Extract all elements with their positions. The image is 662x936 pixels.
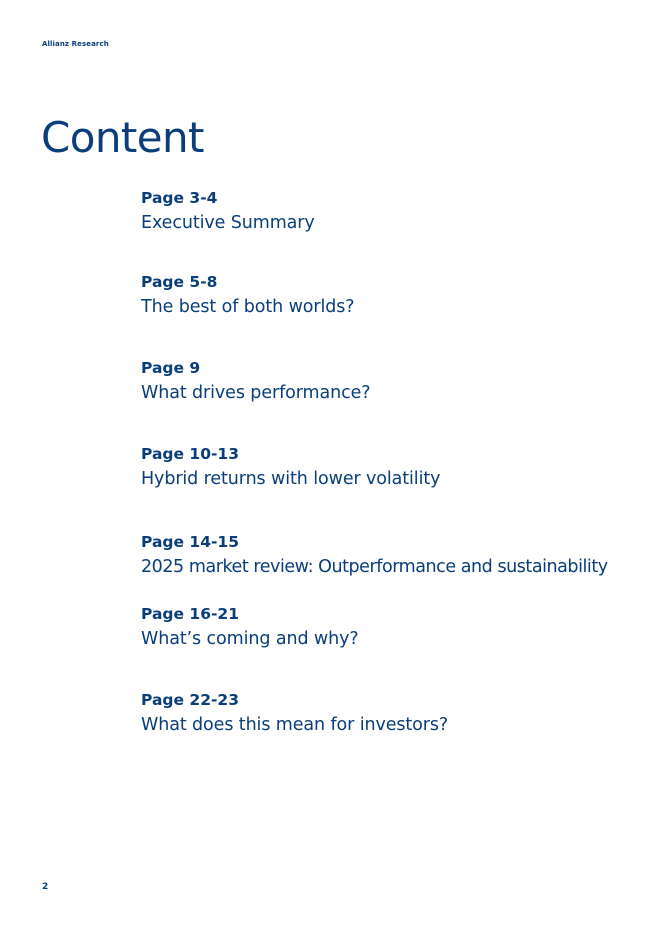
toc-entry-executive-summary[interactable] bbox=[141, 188, 315, 234]
toc-page-range: Page 10-13 bbox=[141, 445, 239, 463]
toc-page-range: Page 16-21 bbox=[141, 605, 239, 623]
toc-section-title: 2025 market review: Outperformance and sustainability bbox=[141, 557, 608, 577]
toc-page-range: Page 9 bbox=[141, 359, 201, 377]
toc-section-title: Hybrid returns with lower volatility bbox=[141, 469, 441, 489]
toc-entry-drives-performance[interactable] bbox=[141, 358, 370, 404]
toc-entry-market-review[interactable] bbox=[141, 532, 608, 578]
page-title: Content bbox=[41, 113, 204, 162]
toc-page-range: Page 22-23 bbox=[141, 691, 239, 709]
page-number: 2 bbox=[42, 882, 49, 892]
toc-entry-whats-coming[interactable] bbox=[141, 604, 359, 650]
toc-section-title: What drives performance? bbox=[141, 383, 371, 403]
header-label: Allianz Research bbox=[42, 40, 109, 48]
toc-section-title: What’s coming and why? bbox=[141, 629, 359, 649]
toc-entry-hybrid-returns[interactable] bbox=[141, 444, 440, 490]
toc-page-range: Page 5-8 bbox=[141, 273, 218, 291]
toc-entry-best-of-both-worlds[interactable] bbox=[141, 272, 354, 318]
toc-section-title: What does this mean for investors? bbox=[141, 715, 449, 735]
toc-section-title: The best of both worlds? bbox=[141, 297, 355, 317]
toc-page-range: Page 3-4 bbox=[141, 189, 218, 207]
toc-page-range: Page 14-15 bbox=[141, 533, 239, 551]
toc-section-title: Executive Summary bbox=[141, 213, 315, 233]
toc-entry-investors[interactable] bbox=[141, 690, 448, 736]
